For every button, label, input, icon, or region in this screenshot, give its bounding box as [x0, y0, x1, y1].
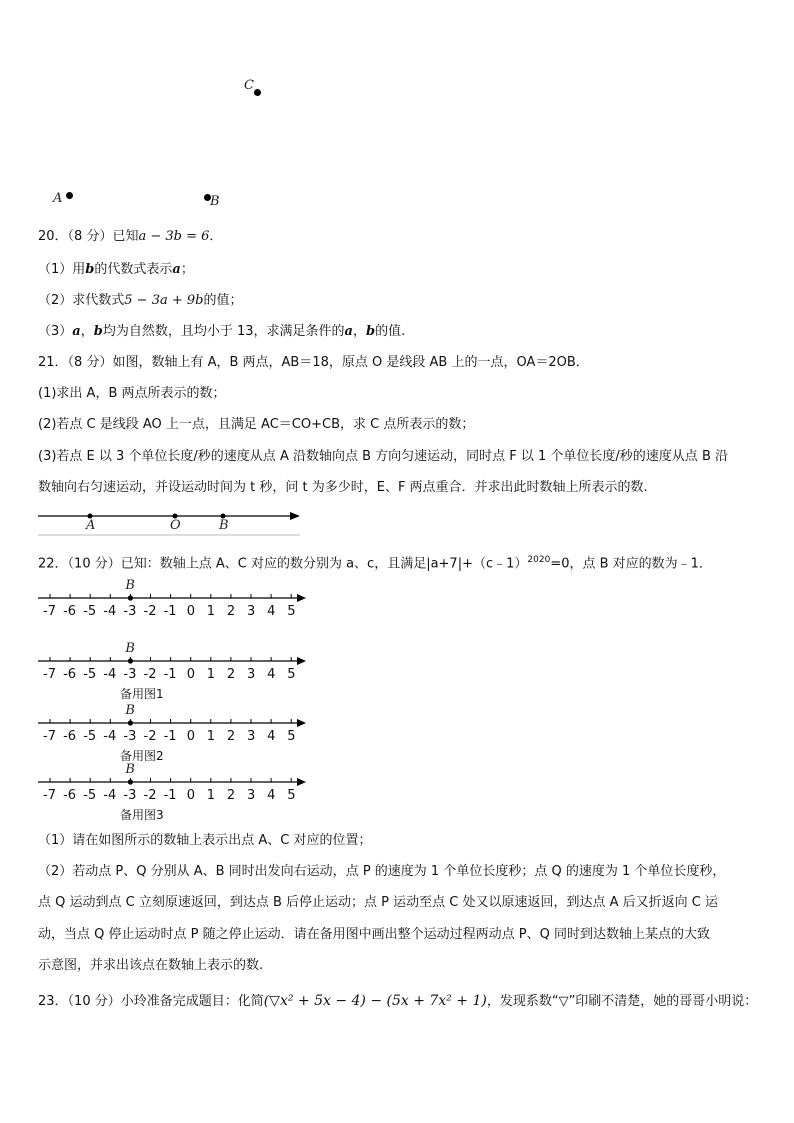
q20-part3: （3）a，b均为自然数，且均小于 13，求满足条件的a，b的值. [38, 324, 406, 339]
tick-label: 4 [267, 667, 276, 682]
q23-formula: (▽x² + 5x − 4) − (5x + 7x² + 1) [263, 993, 487, 1009]
spare-figure-caption: 备用图3 [120, 808, 164, 822]
tick-label: -2 [143, 788, 157, 803]
tick-label: 5 [287, 729, 296, 744]
q21-part2: (2)若点 C 是线段 AO 上一点，且满足 AC＝CO+CB，求 C 点所表示的数； [38, 417, 475, 432]
number-line-axis [36, 654, 311, 668]
tick-label: 0 [186, 604, 195, 619]
tick-label: -7 [43, 604, 56, 619]
axis-arrow [297, 719, 306, 727]
q21-part3-line1: (3)若点 E 以 3 个单位长度/秒的速度从点 A 沿数轴向点 B 方向匀速运动，同时点 F 以 1 个单位长度/秒的速度从点 B 沿 [38, 449, 728, 464]
q21-axis-label-o: O [170, 518, 181, 533]
tick-label: 3 [247, 729, 256, 744]
q21-axis-label-a: A [86, 518, 96, 533]
tick-label: -1 [163, 729, 177, 744]
tick-label: -5 [83, 788, 97, 803]
tick-label: 3 [247, 604, 256, 619]
tick-label: -5 [83, 604, 97, 619]
tick-label: 5 [287, 788, 296, 803]
tick-label: 1 [206, 729, 216, 744]
tick-label: 5 [287, 604, 296, 619]
tick-label: -4 [103, 604, 117, 619]
q21-axis-label-b: B [219, 518, 229, 533]
tick-label: 4 [267, 604, 276, 619]
tick-label: 2 [226, 788, 236, 803]
point-c-label: C [244, 78, 254, 93]
q21-number-line [36, 508, 302, 536]
number-line-axis [36, 775, 311, 789]
tick-label: -3 [123, 667, 137, 682]
tick-label: -6 [63, 604, 77, 619]
spare-figure-caption: 备用图2 [120, 749, 164, 763]
number-line-axis [36, 716, 311, 730]
tick-label: -1 [163, 667, 177, 682]
q22-part1: （1）请在如图所示的数轴上表示出点 A、C 对应的位置； [38, 833, 372, 848]
point-b-label: B [210, 194, 220, 209]
tick-label: 0 [186, 788, 195, 803]
tick-label: -1 [163, 788, 177, 803]
point-b-label: B [125, 641, 135, 656]
tick-label: 2 [226, 729, 236, 744]
tick-label: 4 [267, 788, 276, 803]
tick-label: -2 [143, 604, 157, 619]
q22-part2-line1: （2）若动点 P、Q 分别从 A、B 同时出发向右运动，点 P 的速度为 1 个单位长度秒；点 Q 的速度为 1 个单位长度秒， [38, 864, 726, 879]
tick-label: 2 [226, 604, 236, 619]
tick-label: 2 [226, 667, 236, 682]
point-b-label: B [125, 762, 135, 777]
tick-label: -4 [103, 788, 117, 803]
tick-label: 5 [287, 667, 296, 682]
tick-label: -1 [163, 604, 177, 619]
tick-label: -2 [143, 729, 157, 744]
point-b-dot [128, 720, 133, 725]
q20-formula: a − 3b = 6 [138, 229, 210, 244]
tick-label: 1 [206, 604, 216, 619]
tick-label: -6 [63, 788, 77, 803]
tick-label: 0 [186, 729, 195, 744]
tick-label: -3 [123, 729, 137, 744]
q20-part2: （2）求代数式5 − 3a + 9b的值； [38, 293, 243, 308]
q20-part2-formula: 5 − 3a + 9b [124, 293, 204, 308]
tick-label: -4 [103, 729, 117, 744]
tick-label: -4 [103, 667, 117, 682]
q21-heading: 21．（8 分）如图，数轴上有 A，B 两点，AB＝18，原点 O 是线段 AB 上的一点，OA＝2OB． [38, 355, 589, 370]
point-a-label: A [53, 191, 63, 206]
tick-label: -6 [63, 667, 77, 682]
tick-label: 4 [267, 729, 276, 744]
tick-label: -7 [43, 667, 56, 682]
q22-part2-line3: 动，当点 Q 停止运动时点 P 随之停止运动．请在备用图中画出整个运动过程两动点 P、Q 同时到达数轴上某点的大致 [38, 927, 710, 942]
tick-label: 1 [206, 788, 216, 803]
point-b-dot [128, 658, 133, 663]
axis-arrow [297, 778, 306, 786]
tick-label: -7 [43, 729, 56, 744]
point-b-dot [128, 595, 133, 600]
tick-label: -3 [123, 788, 137, 803]
point-a-dot [66, 192, 73, 199]
tick-label: 1 [206, 667, 216, 682]
tick-label: -7 [43, 788, 56, 803]
axis-arrow [297, 657, 306, 665]
q23-heading: 23．（10 分）小玲准备完成题目：化简(▽x² + 5x − 4) − (5x + 7x² + 1)，发现系数“▽”印刷不清楚，她的哥哥小明说： [38, 993, 758, 1009]
q22-part2-line2: 点 Q 运动到点 C 立刻原速返回，到达点 B 后停止运动；点 P 运动至点 C 处又以原速返回，到达点 A 后又折返向 C 运 [38, 895, 718, 910]
q21-part1: (1)求出 A，B 两点所表示的数； [38, 386, 226, 401]
q21-part3-line2: 数轴向右匀速运动，并设运动时间为 t 秒，问 t 为多少时，E、F 两点重合．并求出此时数轴上所表示的数. [38, 480, 648, 495]
tick-label: -6 [63, 729, 77, 744]
number-line-axis [36, 591, 311, 605]
tick-label: 3 [247, 788, 256, 803]
point-b-dot [128, 779, 133, 784]
point-b-label: B [125, 703, 135, 718]
point-c-dot [254, 89, 261, 96]
tick-label: -5 [83, 667, 97, 682]
axis-arrow [297, 594, 306, 602]
spare-figure-caption: 备用图1 [120, 687, 164, 701]
tick-label: 0 [186, 667, 195, 682]
tick-label: -5 [83, 729, 97, 744]
tick-label: -2 [143, 667, 157, 682]
tick-label: -3 [123, 604, 137, 619]
tick-label: 3 [247, 667, 256, 682]
q22-heading: 22．（10 分）已知：数轴上点 A、C 对应的数分别为 a、c，且满足|a+7|+（c﹣1）$^{2020}$=0，点 B 对应的数为﹣1． [38, 555, 712, 572]
point-b-label: B [125, 578, 135, 593]
q22-part2-line4: 示意图，并求出该点在数轴上表示的数. [38, 958, 264, 973]
q20-part1: （1）用b的代数式表示a； [38, 262, 194, 277]
q20-heading: 20．（8 分）已知a − 3b = 6． [38, 229, 223, 244]
